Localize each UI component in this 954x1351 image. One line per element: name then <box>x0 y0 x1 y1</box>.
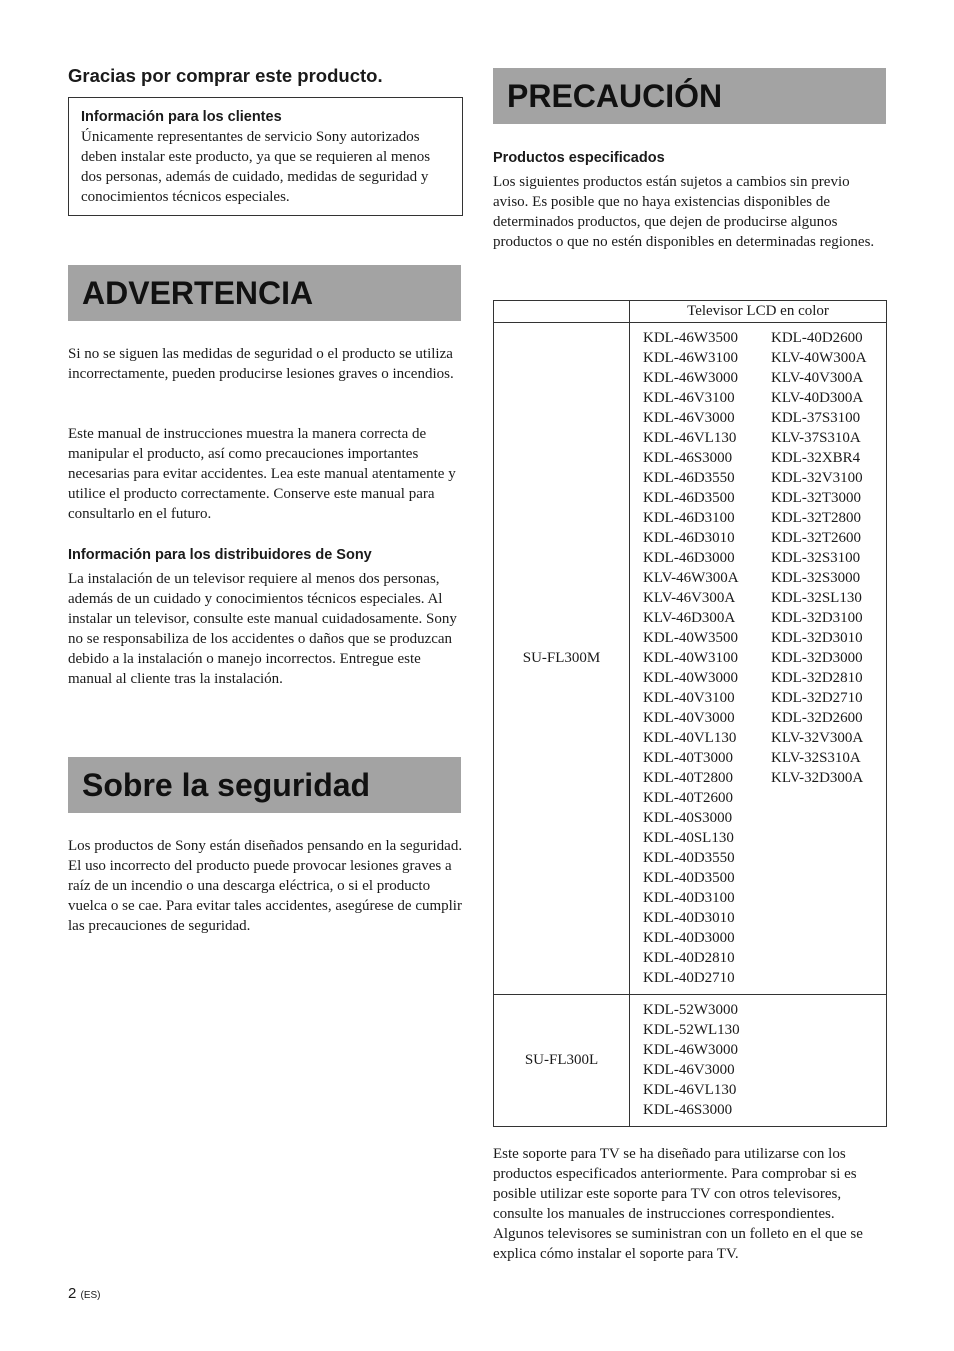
seguridad-text: Los productos de Sony están diseñados pensando en la seguridad. El uso incorrecto del producto puede provocar lesiones graves a raíz de un incendio o una descarga eléctrica, o si el producto vuelca o se cae. Para evitar tales accidentes, asegúrese de cumplir las precauciones de seguridad. <box>68 838 463 934</box>
page-language: (ES) <box>80 1290 101 1301</box>
precaucion-banner <box>493 68 886 124</box>
table-header-row <box>494 301 887 323</box>
table-header-empty <box>494 301 630 323</box>
distributors-text: La instalación de un televisor requiere al menos dos personas, además de un cuidado y conocimientos técnicos especiales. Al instalar un televisor, consulte este manual cuidadosamente. Sony no se responsabiliza de los accidentes o daños que se produzcan debido a la instalación o manejo incorrectos. Entregue este manual al cliente tras la instalación. <box>68 571 457 687</box>
tv-models-column-2: KDL-40D2600 KLV-40W300A KLV-40V300A KLV-40D300A KDL-37S3100 KLV-37S310A KDL-32XBR4 KDL-32V3100 KDL-32T3000 KDL-32T2800 KDL-32T2600 KDL-32S3100 KDL-32S3000 KDL-32SL130 KDL-32D3100 KDL-32D3010 KDL-32D3000 KDL-32D2810 KDL-32D2710 KDL-32D2600 KLV-32V300A KLV-32S310A KLV-32D300A <box>771 330 867 786</box>
advertencia-banner <box>68 265 461 321</box>
compatible-models-table <box>493 300 887 1127</box>
table-row <box>494 323 887 995</box>
tv-models-column-1: KDL-52W3000 KDL-52WL130 KDL-46W3000 KDL-46V3000 KDL-46VL130 KDL-46S3000 <box>643 1002 740 1118</box>
customer-info-text: Únicamente representantes de servicio Sony autorizados deben instalar este producto, ya que se requieren al menos dos personas, además de cuidado, medidas de seguridad y conocimientos técnicos especiales. <box>81 129 431 205</box>
distributors-heading: Información para los distribuidores de Sony <box>68 547 372 563</box>
advertencia-paragraph-2: Este manual de instrucciones muestra la manera correcta de manipular el producto, así como precauciones importantes necesarias para evitar accidentes. Lea este manual atentamente y utilice el producto correctamente. Conserve este manual para consultarlo en el futuro. <box>68 426 456 522</box>
stand-model-cell: SU-FL300M <box>494 323 630 995</box>
right-column <box>493 68 887 124</box>
left-column <box>68 60 463 216</box>
table-header-label: Televisor LCD en color <box>630 301 887 323</box>
thanks-heading: Gracias por comprar este producto. <box>68 65 383 86</box>
seguridad-title: Sobre la seguridad <box>82 766 371 803</box>
table-row <box>494 995 887 1127</box>
seguridad-banner <box>68 757 461 813</box>
advertencia-paragraph-1: Si no se siguen las medidas de seguridad o el producto se utiliza incorrectamente, pueden producirse lesiones graves o incendios. <box>68 346 454 382</box>
tv-models-column-1: KDL-46W3500 KDL-46W3100 KDL-46W3000 KDL-46V3100 KDL-46V3000 KDL-46VL130 KDL-46S3000 KDL-46D3550 KDL-46D3500 KDL-46D3100 KDL-46D3010 KDL-46D3000 KLV-46W300A KLV-46V300A KLV-46D300A KDL-40W3500 KDL-40W3100 KDL-40W3000 KDL-40V3100 KDL-40V3000 KDL-40VL130 KDL-40T3000 KDL-40T2800 KDL-40T2600 KDL-40S3000 KDL-40SL130 KDL-40D3550 KDL-40D3500 KDL-40D3100 KDL-40D3010 KDL-40D3000 KDL-40D2810 KDL-40D2710 <box>643 330 739 986</box>
stand-model-cell: SU-FL300L <box>494 995 630 1127</box>
precaucion-title: PRECAUCIÓN <box>507 77 723 114</box>
page-number <box>68 1285 101 1302</box>
advertencia-title: ADVERTENCIA <box>82 274 314 311</box>
page-number-value: 2 <box>68 1285 77 1302</box>
footer-text: Este soporte para TV se ha diseñado para utilizarse con los productos especificados anteriormente. Para comprobar si es posible utilizar este soporte para TV con otros televisores, consulte los manuales de instrucciones correspondientes. Algunos televisores se suministran con un folleto en el que se explica cómo instalar el soporte para TV. <box>493 1146 863 1262</box>
tv-models-cell <box>630 323 887 995</box>
products-text: Los siguientes productos están sujetos a cambios sin previo aviso. Es posible que no haya existencias disponibles de determinados productos, que dejen de producirse algunos productos o que no estén disponibles en determinadas regiones. <box>493 174 875 250</box>
tv-models-cell <box>630 995 887 1127</box>
customer-info-box <box>68 97 463 216</box>
products-heading: Productos especificados <box>493 150 665 166</box>
customer-info-heading: Información para los clientes <box>81 109 282 125</box>
